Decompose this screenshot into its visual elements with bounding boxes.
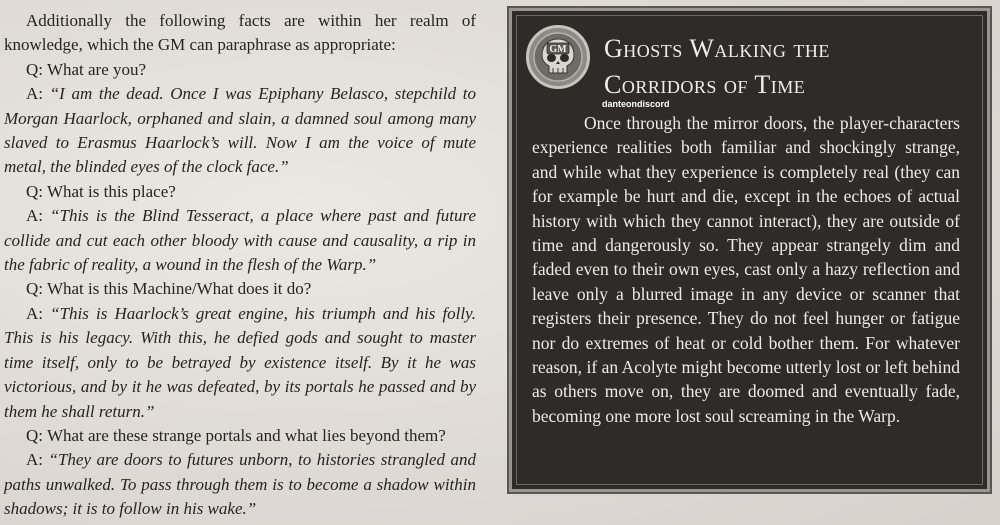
intro-paragraph: Additionally the following facts are within her realm of knowledge, which the GM can paraphrase as appropriate: bbox=[4, 11, 476, 55]
question-2: Q: What is this place? bbox=[26, 181, 176, 201]
answer-3: A: “This is Haarlock’s great engine, his triumph and his folly. This is his legacy. With this, he defied gods and sought to master time itself, only to be betrayed by existence itself. By it he was victorious, and by it he was defeated, by its portals he passed and by them he shall return.” bbox=[4, 303, 476, 421]
badge-label: GM bbox=[549, 44, 567, 55]
watermark-text: danteondiscord bbox=[602, 99, 670, 109]
answer-1: A: “I am the dead. Once I was Epiphany Belasco, stepchild to Morgan Haarlock, orphaned and slain, a damned soul among many slaved to Erasmus Haarlock’s will. Now I am the voice of mute metal, the blinded eyes of the clock face.” bbox=[4, 84, 477, 177]
sidebar-body: Once through the mirror doors, the player-characters experience realities both familiar and shockingly strange, and while what they experience is completely real (they can for example be hurt and die, except in the echoes of actual history with which they cannot interact), they are outside of time and dangerously so. They appear strangely dim and faded even to their own eyes, cast only a hazy reflection and leave only a blurred image in any device or scanner that registers their presence. They do not feel hunger or fatigue nor do extremes of heat or cold bother them. For whatever reason, if an Acolyte might become utterly lost or left behind as others move on, they are doomed and eventually fade, becoming one more lost soul screaming in the Warp. bbox=[532, 113, 960, 426]
answer-4: A: “They are doors to futures unborn, to histories strangled and paths unwalked. To pass through them is to become a shadow within shadows; it is to follow in his wake.” bbox=[4, 450, 477, 519]
sidebar-box bbox=[509, 8, 990, 492]
sidebar-title-line-1: Ghosts Walking the bbox=[604, 34, 830, 63]
sidebar-title bbox=[604, 31, 974, 103]
gm-skull-badge-icon bbox=[526, 25, 590, 89]
question-3: Q: What is this Machine/What does it do? bbox=[26, 279, 312, 299]
question-4: Q: What are these strange portals and what lies beyond them? bbox=[26, 425, 446, 445]
sidebar-title-line-2: Corridors of Time bbox=[604, 70, 806, 99]
answer-2: A: “This is the Blind Tesseract, a place where past and future collide and cut each other bloody with cause and causality, a rip in the fabric of reality, a wound in the flesh of the Warp.” bbox=[4, 206, 476, 275]
main-text-column bbox=[4, 9, 476, 522]
question-1: Q: What are you? bbox=[26, 59, 147, 79]
